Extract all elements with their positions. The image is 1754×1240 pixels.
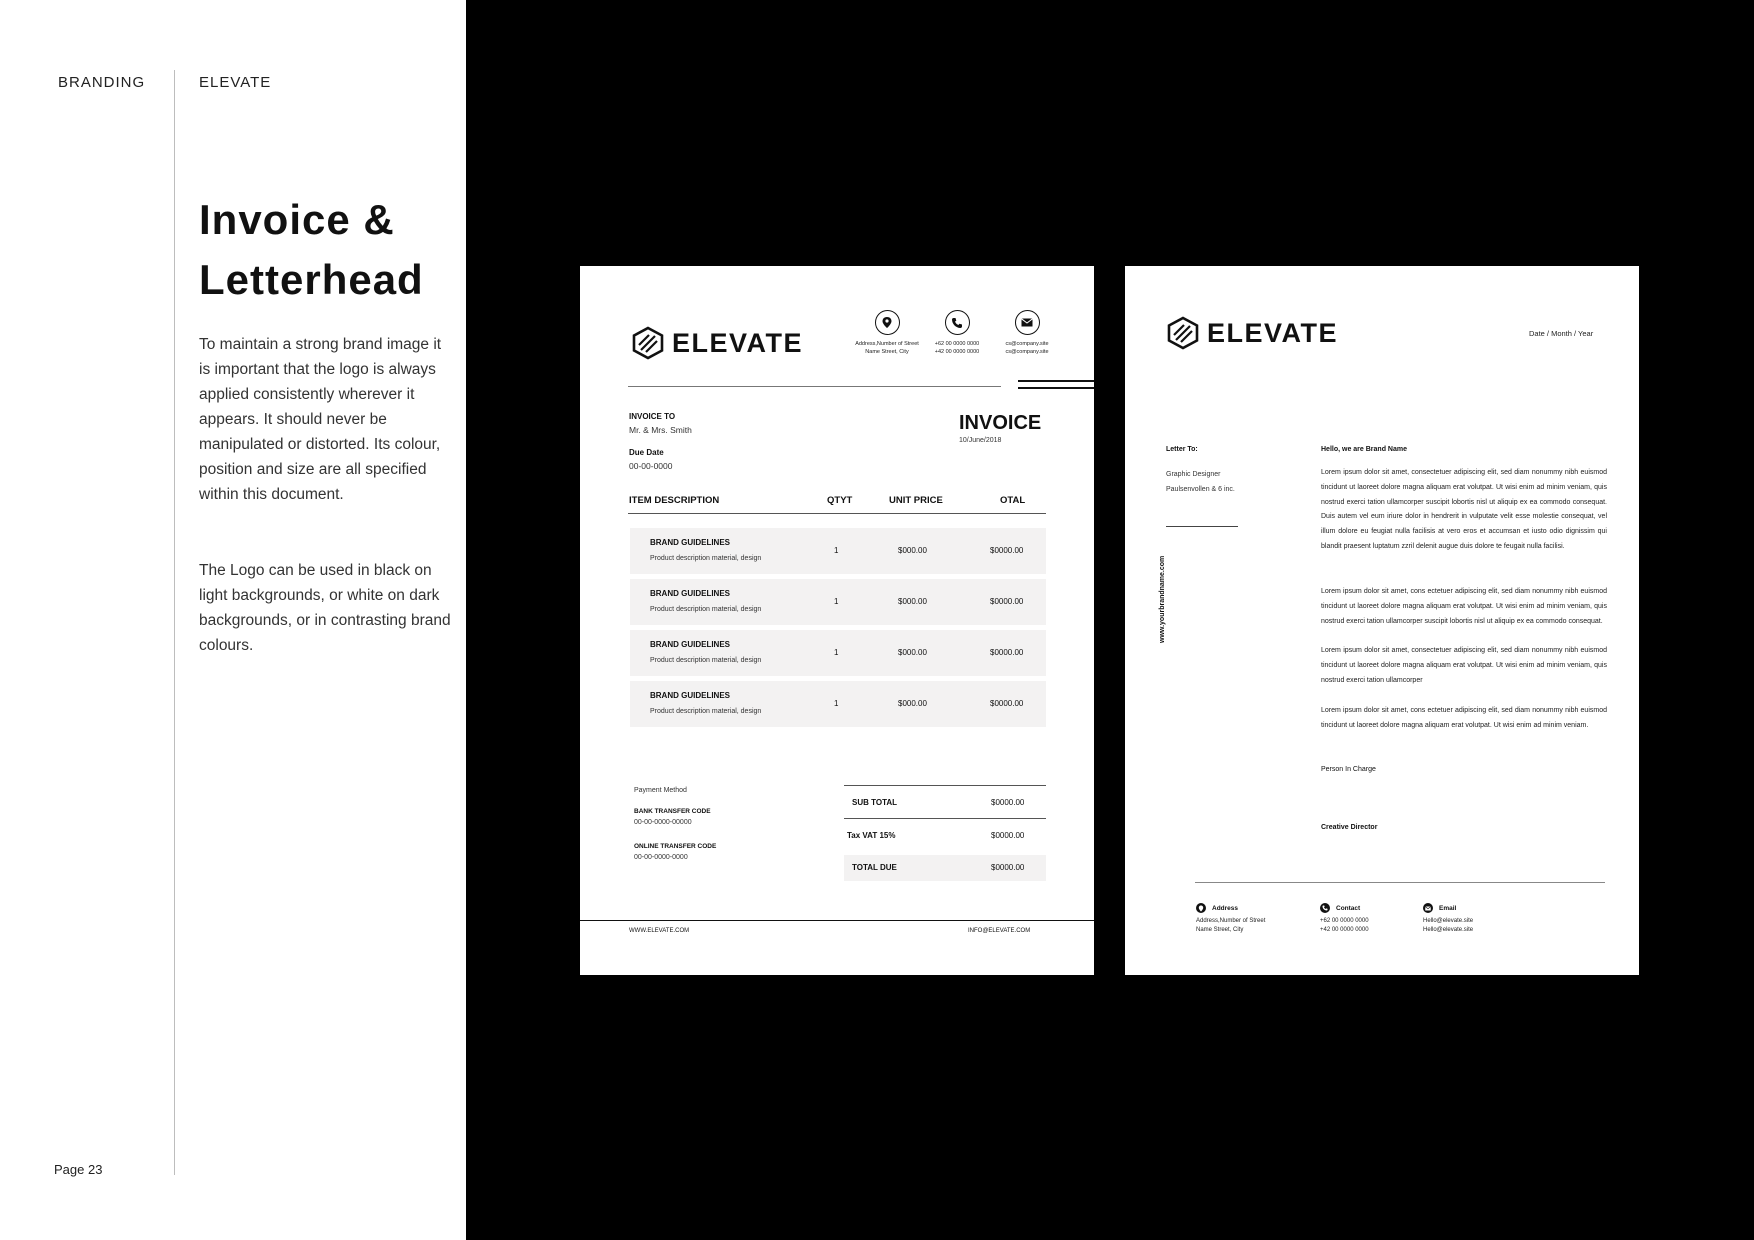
footer-address (1196, 903, 1265, 935)
column-header-total: OTAL (1000, 495, 1026, 506)
location-pin-icon (1196, 903, 1206, 913)
page-number: Page 23 (54, 1162, 103, 1177)
subtotal-value: $0000.00 (991, 798, 1025, 807)
body-paragraph-2: The Logo can be used in black on light backgrounds, or white on dark backgrounds, or in contrasting brand colours. (199, 562, 451, 654)
footer-label: Email (1439, 904, 1457, 912)
payment-method-label: Payment Method (634, 787, 687, 794)
letter-paragraph-1: Lorem ipsum dolor sit amet, consectetuer adipiscing elit, sed diam nonummy nibh euismod tincidunt ut laoreet dolore magna aliquam erat volutpat. Ut wisi enim ad minim veniam, quis nostrud exerci tation ullamcorper suscipit lobortis nisl ut aliquip ex ea commodo consequat. Duis autem vel eum iriure dolor in hendrerit in vulputate velit esse molestie consequat, vel illum dolore eu feugiat nulla facilisis at vero eros et accumsan et iusto odio dignissim qui blandit praesent luptatum zzril delenit augue duis dolore te feugait nulla facilisi. (1321, 469, 1607, 550)
tax-value: $0000.00 (991, 831, 1025, 840)
accent-rule (1018, 380, 1094, 382)
letter-greeting: Hello, we are Brand Name (1321, 446, 1407, 453)
letterhead-logo (1167, 316, 1338, 350)
item-total: $0000.00 (990, 597, 1024, 606)
contact-line: cs@company.site (1005, 341, 1049, 347)
phone-icon (1320, 903, 1330, 913)
item-name: BRAND GUIDELINES (650, 691, 731, 700)
recipient-rule (1166, 526, 1238, 527)
due-date-label: Due Date (629, 448, 664, 457)
elevate-logo-icon (632, 326, 664, 360)
item-qty: 1 (834, 699, 839, 708)
total-due-label: TOTAL DUE (852, 863, 897, 872)
column-header-unit-price: UNIT PRICE (889, 495, 943, 506)
info-panel (0, 0, 466, 1240)
letter-paragraph-2: Lorem ipsum dolor sit amet, cons ectetuer adipiscing elit, sed diam nonummy nibh euismod tincidunt ut laoreet dolore magna aliquam erat volutpat. Ut wisi enim ad minim veniam, quis nostrud exerci tation ullamcorper suscipit lobortis nisl ut aliquip ex ea commodo consequat. (1321, 588, 1607, 625)
footer-rule (1195, 882, 1605, 883)
item-qty: 1 (834, 648, 839, 657)
item-total: $0000.00 (990, 648, 1024, 657)
contact-line: +62 00 0000 0000 (934, 341, 980, 347)
totals-rule (844, 818, 1046, 819)
subtotal-label: SUB TOTAL (852, 798, 898, 807)
column-header-description: ITEM DESCRIPTION (629, 495, 720, 506)
online-code-value: 00-00-0000-0000 (634, 854, 688, 861)
invoice-to-label: INVOICE TO (629, 412, 676, 421)
letter-date: Date / Month / Year (1529, 329, 1594, 338)
body-paragraph-1: To maintain a strong brand image it is important that the logo is always applied consistently wherever it appears. It should never be manipulated or distorted. Its colour, position and size are all specified within this document. (199, 336, 442, 503)
bank-code-value: 00-00-0000-00000 (634, 819, 692, 826)
item-unit-price: $000.00 (898, 699, 927, 708)
table-row (630, 579, 1046, 625)
footer-line: Name Street, City (1196, 927, 1244, 933)
elevate-logo-icon (1167, 316, 1199, 350)
item-description: Product description material, design (650, 708, 762, 715)
footer-contact (1320, 903, 1369, 935)
invoice-document (580, 266, 1094, 975)
section-label: BRANDING (58, 74, 146, 91)
invoice-to-name: Mr. & Mrs. Smith (629, 425, 692, 435)
invoice-contacts (852, 310, 1062, 356)
column-header-qty: QTYT (827, 495, 853, 506)
contact-email (992, 310, 1062, 356)
location-pin-icon (875, 310, 900, 335)
item-qty: 1 (834, 546, 839, 555)
phone-icon (945, 310, 970, 335)
contact-phone (922, 310, 992, 356)
footer-email (1423, 903, 1473, 935)
tax-label: Tax VAT 15% (847, 831, 896, 840)
footer-line: Hello@elevate.site (1423, 927, 1474, 933)
invoice-date: 10/June/2018 (959, 437, 1002, 444)
footer-label: Address (1212, 904, 1239, 912)
bank-code-label: BANK TRANSFER CODE (634, 808, 711, 815)
logo-wordmark: ELEVATE (1207, 317, 1339, 348)
brand-label: ELEVATE (199, 74, 272, 91)
recipient-line: Paulsenvollen & 6 inc. (1166, 486, 1235, 493)
letterhead-document (1125, 266, 1639, 975)
item-name: BRAND GUIDELINES (650, 589, 731, 598)
item-description: Product description material, design (650, 555, 762, 562)
item-qty: 1 (834, 597, 839, 606)
due-date-value: 00-00-0000 (629, 461, 673, 471)
contact-line: +42 00 0000 0000 (934, 349, 980, 355)
website-vertical: www.yourbrandname.com (1159, 555, 1166, 643)
online-code-label: ONLINE TRANSFER CODE (634, 843, 717, 850)
total-due-value: $0000.00 (991, 863, 1025, 872)
footer-label: Contact (1336, 904, 1361, 912)
item-total: $0000.00 (990, 699, 1024, 708)
contact-address (852, 310, 922, 356)
divider-line (174, 70, 175, 1175)
letter-to-label: Letter To: (1166, 446, 1198, 453)
recipient-line: Graphic Designer (1166, 471, 1221, 478)
signature-title: Creative Director (1321, 824, 1378, 831)
totals-rule (844, 785, 1046, 786)
contact-line: cs@company.site (1005, 349, 1049, 355)
letter-paragraph-3: Lorem ipsum dolor sit amet, consectetuer adipiscing elit, sed diam nonummy nibh euismod tincidunt ut laoreet dolore magna aliquam erat volutpat. Ut wisi enim ad minim veniam, quis nostrud exerci tation ullamcorper (1321, 647, 1607, 684)
mail-icon (1423, 903, 1433, 913)
letter-paragraph-4: Lorem ipsum dolor sit amet, cons ectetuer adipiscing elit, sed diam nonummy nibh euismod tincidunt ut laoreet dolore magna aliquam erat volutpat. Ut wisi enim ad minim veniam. (1321, 707, 1607, 729)
invoice-logo (632, 326, 803, 360)
item-name: BRAND GUIDELINES (650, 640, 731, 649)
item-description: Product description material, design (650, 657, 762, 664)
logo-wordmark: ELEVATE (672, 327, 804, 358)
item-name: BRAND GUIDELINES (650, 538, 731, 547)
accent-rule (1018, 387, 1094, 389)
person-in-charge: Person In Charge (1321, 766, 1376, 773)
contact-line: Name Street, City (865, 349, 909, 355)
footer-rule (580, 920, 1094, 921)
page-title: Invoice & Letterhead (199, 196, 424, 303)
table-row (630, 528, 1046, 574)
mail-icon (1015, 310, 1040, 335)
item-description: Product description material, design (650, 606, 762, 613)
table-header-rule (628, 513, 1046, 514)
contact-line: Address,Number of Street (855, 341, 919, 347)
item-unit-price: $000.00 (898, 597, 927, 606)
footer-line: Hello@elevate.site (1423, 918, 1474, 924)
table-row (630, 630, 1046, 676)
item-unit-price: $000.00 (898, 546, 927, 555)
footer-line: +42 00 0000 0000 (1320, 927, 1369, 933)
footer-line: +62 00 0000 0000 (1320, 918, 1369, 924)
footer-line: Address,Number of Street (1196, 918, 1266, 924)
item-unit-price: $000.00 (898, 648, 927, 657)
footer-website: WWW.ELEVATE.COM (629, 928, 690, 934)
invoice-title: INVOICE (959, 412, 1042, 434)
header-rule (628, 386, 1001, 387)
invoice-items (630, 528, 1046, 732)
table-row (630, 681, 1046, 727)
item-total: $0000.00 (990, 546, 1024, 555)
footer-email: INFO@ELEVATE.COM (968, 928, 1031, 934)
